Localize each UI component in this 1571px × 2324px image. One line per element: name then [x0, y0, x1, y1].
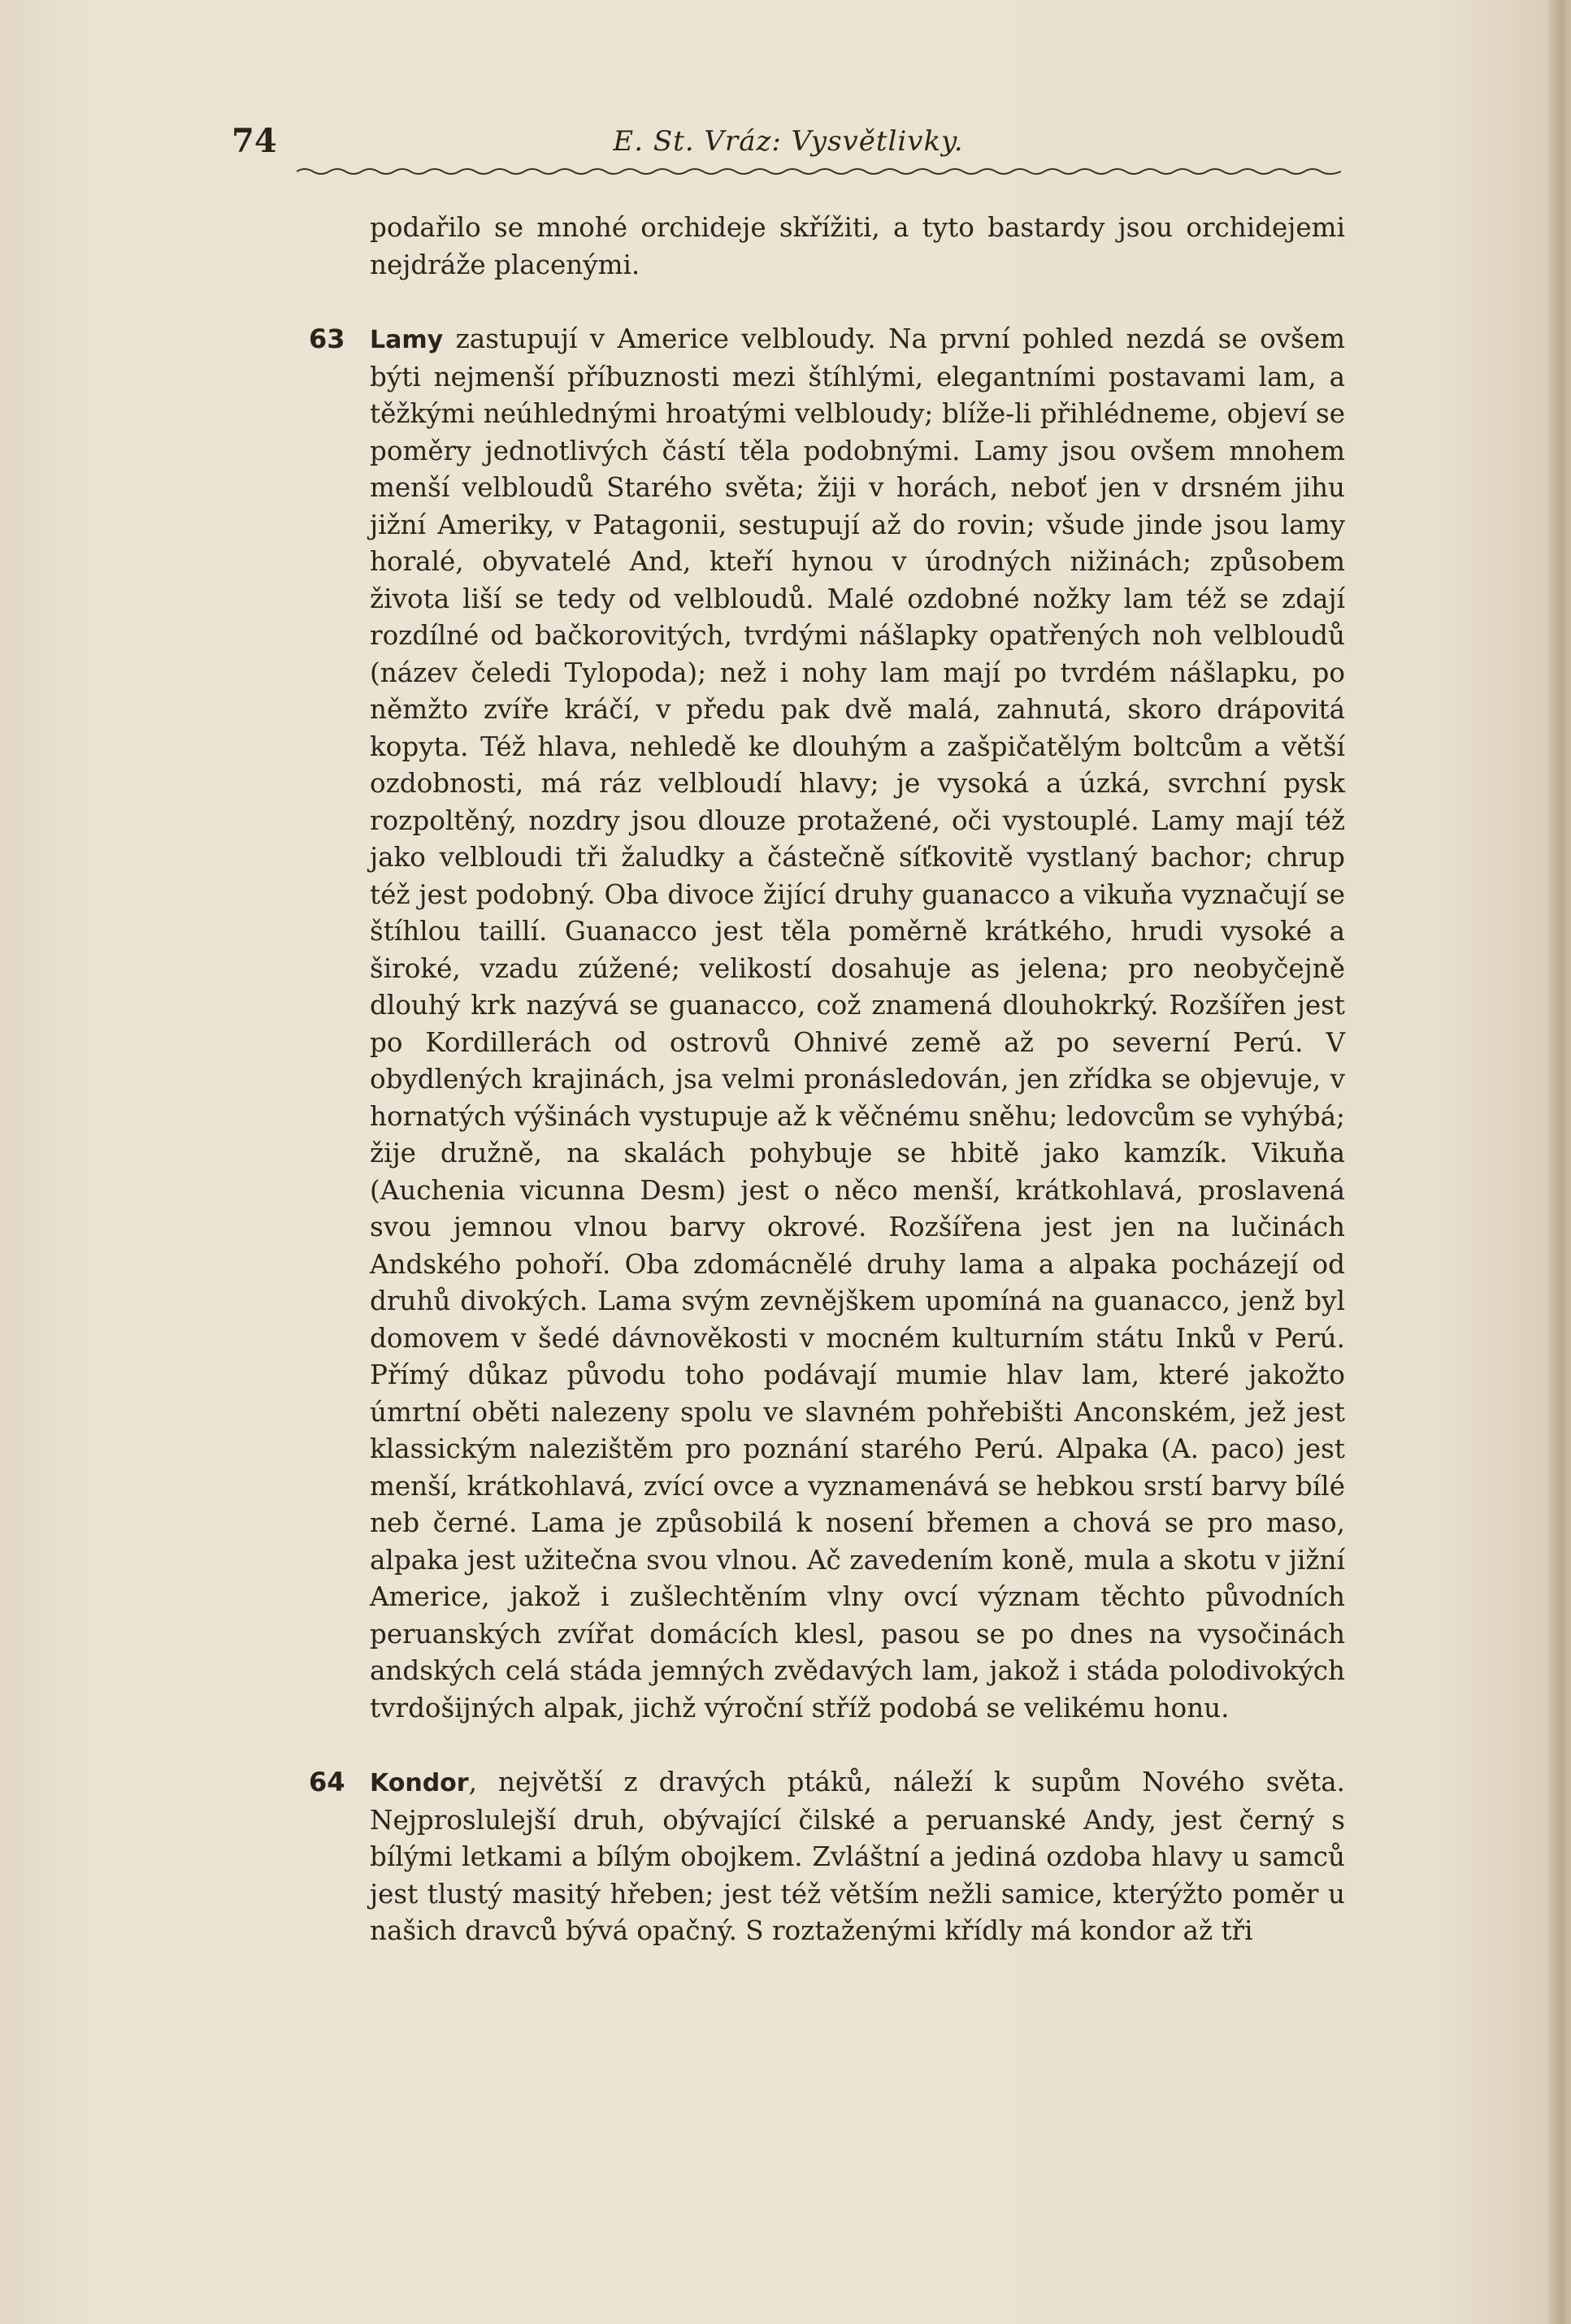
note-paragraph: [370, 1764, 1345, 1950]
note-63: [309, 321, 1345, 1727]
running-head: E. St. Vráz: Vysvětlivky.: [613, 125, 964, 158]
note-number: 64: [309, 1767, 345, 1797]
note-text: , největší z dravých ptáků, náleží k supům Nového světa. Nejproslulejší druh, obývající čilské a peruanské Andy, jest černý s bílými letkami a bílým obojkem. Zvláštní a jediná ozdoba hlavy u samců jest tlustý masitý hřeben; jest též větším nežli samice, kterýžto poměr u našich dravců bývá opačný. S roztaženými křídly má kondor až tři: [370, 1767, 1345, 1946]
intro-paragraph: podařilo se mnohé orchideje skřížiti, a tyto bastardy jsou orchidejemi nejdráže placenými.: [370, 212, 1345, 280]
note-term: Kondor: [370, 1769, 469, 1797]
note-text: zastupují v Americe velbloudy. Na první pohled nezdá se ovšem býti nejmenší příbuznosti mezi štíhlými, elegantními postavami lam, a těžkými neúhlednými hroatými velbloudy; blíže-li přihlédneme, objeví se poměry jednotlivých částí těla podobnými. Lamy jsou ovšem mnohem menší velbloudů Starého světa; žiji v horách, neboť jen v drsném jihu jižní Ameriky, v Patagonii, sestupují až do rovin; všude jinde jsou lamy horalé, obyvatelé And, kteří hynou v úrodných nižinách; způsobem života liší se tedy od velbloudů. Malé ozdobné nožky lam též se zdají rozdílné od bačkorovitých, tvrdými nášlapky opatřených noh velbloudů (název čeledi Tylopoda); než i nohy lam mají po tvrdém nášlapku, po němžto zvíře kráčí, v předu pak dvě malá, zahnutá, skoro drápovitá kopyta. Též hlava, nehledě ke dlouhým a zašpičatělým boltcům a větší ozdobnosti, má ráz velbloudí hlavy; je vysoká a úzká, svrchní pysk rozpoltěný, nozdry jsou dlouze protažené, oči vystouplé. Lamy mají též jako velbloudi tři žaludky a částečně síťkovitě vystlaný bachor; chrup též jest podobný. Oba divoce žijící druhy guanacco a vikuňa vyznačují se štíhlou taillí. Guanacco jest těla poměrně krátkého, hrudi vysoké a široké, vzadu zúžené; velikostí dosahuje as jelena; pro neobyčejně dlouhý krk nazývá se guanacco, což znamená dlouhokrký. Rozšířen jest po Kordillerách od ostrovů Ohnivé země až po severní Perú. V obydlených krajinách, jsa velmi pronásledován, jen zřídka se objevuje, v hornatých výšinách vystupuje až k věčnému sněhu; ledovcům se vyhýbá; žije družně, na skalách pohybuje se hbitě jako kamzík. Vikuňa (Auchenia vicunna Desm) jest o něco menší, krátkohlavá, proslavená svou jemnou vlnou barvy okrové. Rozšířena jest jen na lučinách Andského pohoří. Oba zdomácnělé druhy lama a alpaka pocházejí od druhů divokých. Lama svým zevnějškem upomíná na guanacco, jenž byl domovem v šedé dávnověkosti v mocném kulturním státu Inků v Perú. Přímý důkaz původu toho podávají mumie hlav lam, které jakožto úmrtní oběti nalezeny spolu ve slavném pohřebišti Anconském, jež jest klassickým nalezištěm pro poznání starého Perú. Alpaka (A. paco) jest menší, krátkohlavá, zvící ovce a vyznamenává se hebkou srstí barvy bílé neb černé. Lama je způsobilá k nosení břemen a chová se pro maso, alpaka jest užitečna svou vlnou. Ač zavedením koně, mula a skotu v jižní Americe, jakož i zušlechtěním vlny ovcí význam těchto původních peruanských zvířat domácích klesl, pasou se po dnes na vysočinách andských celá stáda jemných zvědavých lam, jakož i stáda polodivokých tvrdošijných alpak, jichž výroční stříž podobá se velikému honu.: [370, 323, 1345, 1723]
header-rule: [297, 166, 1341, 177]
note-paragraph: [370, 321, 1345, 1727]
note-64: [309, 1764, 1345, 1950]
page-body: [309, 210, 1345, 1950]
page-edge-shadow: [1548, 0, 1571, 2324]
note-term: Lamy: [370, 326, 444, 354]
page-number: 74: [232, 122, 277, 160]
note-number: 63: [309, 323, 345, 354]
page-header: [232, 122, 1345, 163]
